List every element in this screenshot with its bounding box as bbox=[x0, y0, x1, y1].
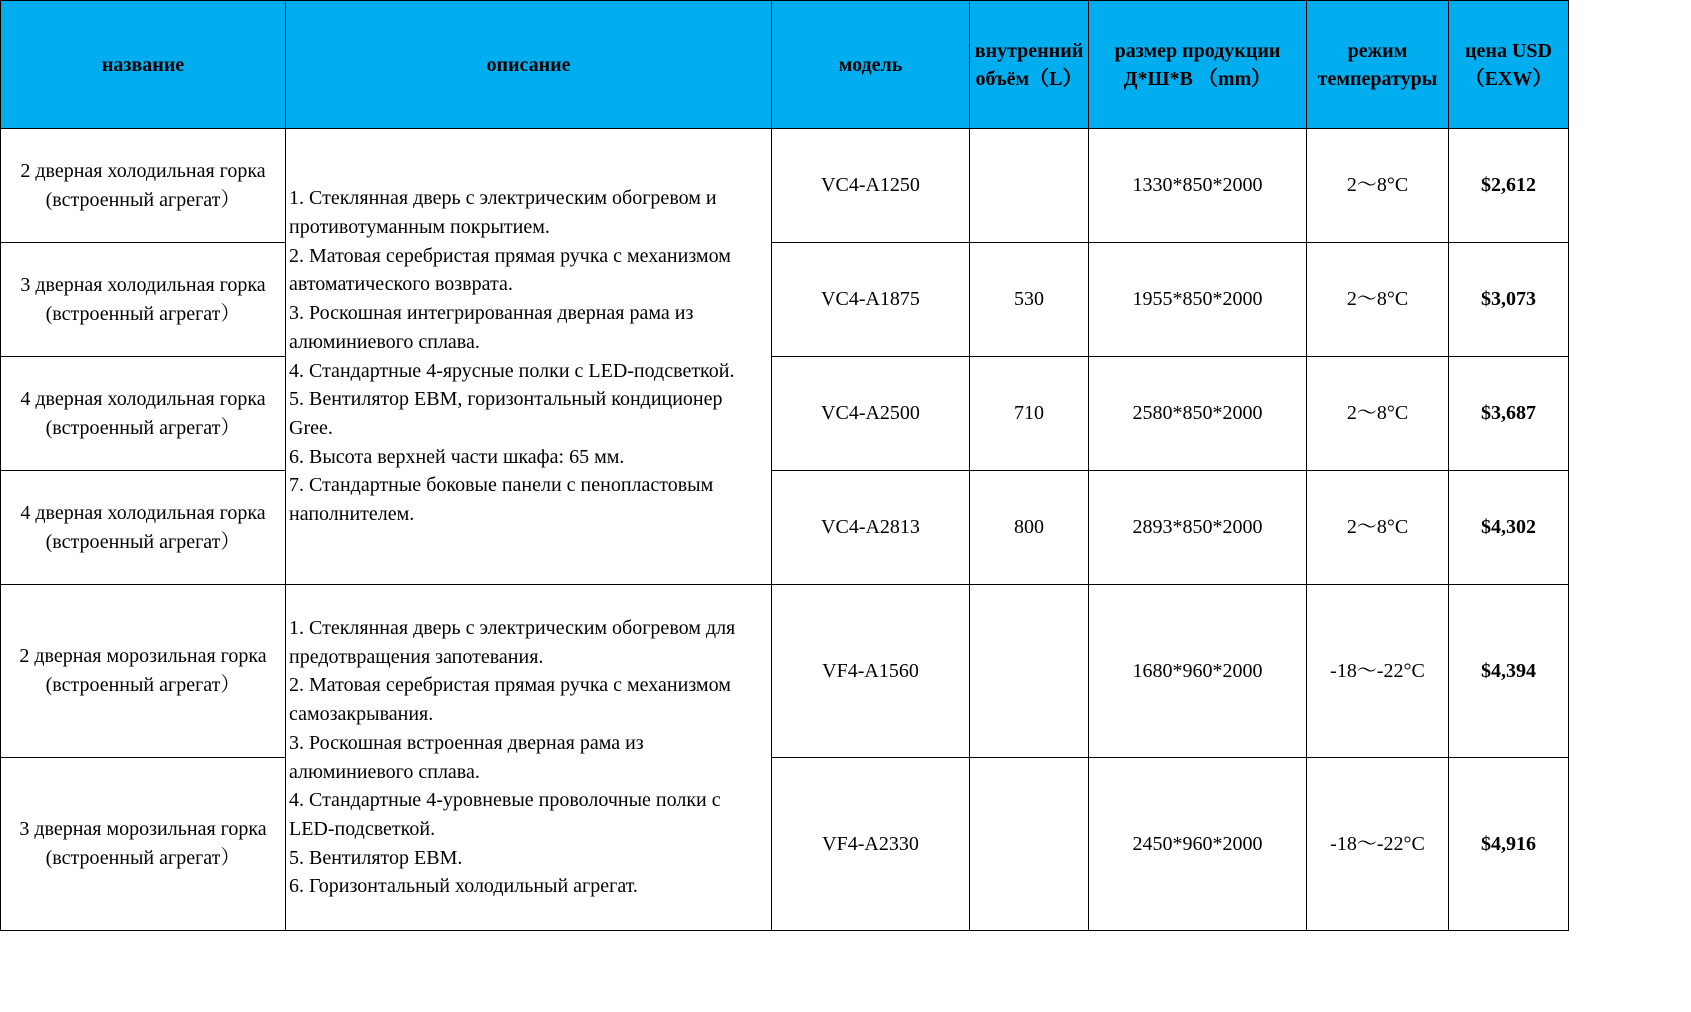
model-cell: VC4-A2500 bbox=[772, 357, 970, 471]
dimensions-cell: 1330*850*2000 bbox=[1089, 129, 1307, 243]
temperature-cell: 2～8°C bbox=[1307, 471, 1449, 585]
product-unit-note: (встроенный агрегат） bbox=[45, 302, 241, 325]
product-name: 4 дверная холодильная горка bbox=[20, 387, 266, 410]
temperature-cell: 2～8°C bbox=[1307, 243, 1449, 357]
model-cell: VC4-A1250 bbox=[772, 129, 970, 243]
description-line: 4. Стандартные 4-ярусные полки с LED-подсветкой. bbox=[289, 359, 735, 382]
header-price: цена USD（EXW） bbox=[1449, 1, 1569, 129]
description-line: 2. Матовая серебристая прямая ручка с механизмом автоматического возврата. bbox=[289, 244, 731, 296]
description-line: 1. Стеклянная дверь с электрическим обогревом и противотуманным покрытием. bbox=[289, 187, 717, 238]
description-line: 6. Высота верхней части шкафа: 65 мм. bbox=[289, 445, 625, 468]
temperature-cell: -18～-22°C bbox=[1307, 758, 1449, 931]
product-name: 2 дверная холодильная горка bbox=[20, 159, 266, 182]
description-line: 3. Роскошная встроенная дверная рама из алюминиевого сплава. bbox=[289, 731, 644, 783]
product-unit-note: (встроенный агрегат） bbox=[45, 674, 241, 696]
dimensions-cell: 1680*960*2000 bbox=[1089, 585, 1307, 758]
price-cell: $3,687 bbox=[1449, 357, 1569, 471]
header-name: название bbox=[1, 1, 286, 129]
description-line: 5. Вентилятор EBM. bbox=[289, 846, 463, 869]
header-model: модель bbox=[772, 1, 970, 129]
table-row bbox=[1, 129, 1569, 243]
product-name: 2 дверная морозильная горка bbox=[19, 645, 267, 668]
model-cell: VF4-A1560 bbox=[772, 585, 970, 758]
refrigerator-description bbox=[286, 129, 772, 585]
price-cell: $2,612 bbox=[1449, 129, 1569, 243]
dimensions-cell: 2893*850*2000 bbox=[1089, 471, 1307, 585]
product-name-cell bbox=[1, 585, 286, 758]
product-unit-note: (встроенный агрегат） bbox=[45, 530, 241, 553]
price-cell: $3,073 bbox=[1449, 243, 1569, 357]
volume-cell bbox=[970, 129, 1089, 243]
price-cell: $4,394 bbox=[1449, 585, 1569, 758]
product-name: 4 дверная холодильная горка bbox=[20, 501, 266, 524]
freezer-description bbox=[286, 585, 772, 931]
volume-cell: 800 bbox=[970, 471, 1089, 585]
header-row bbox=[1, 1, 1569, 129]
product-unit-note: (встроенный агрегат） bbox=[45, 416, 241, 439]
model-cell: VC4-A1875 bbox=[772, 243, 970, 357]
price-cell: $4,916 bbox=[1449, 758, 1569, 931]
table-row bbox=[1, 357, 1569, 471]
volume-cell: 530 bbox=[970, 243, 1089, 357]
volume-cell: 710 bbox=[970, 357, 1089, 471]
product-name-cell bbox=[1, 758, 286, 931]
header-temperature: режим температуры bbox=[1307, 1, 1449, 129]
temperature-cell: -18～-22°C bbox=[1307, 585, 1449, 758]
dimensions-cell: 2580*850*2000 bbox=[1089, 357, 1307, 471]
model-cell: VC4-A2813 bbox=[772, 471, 970, 585]
product-name: 3 дверная морозильная горка bbox=[19, 818, 267, 841]
product-name: 3 дверная холодильная горка bbox=[20, 273, 266, 296]
table-row bbox=[1, 585, 1569, 758]
model-cell: VF4-A2330 bbox=[772, 758, 970, 931]
product-name-cell bbox=[1, 471, 286, 585]
description-line: 7. Стандартные боковые панели с пенопластовым наполнителем. bbox=[289, 474, 714, 526]
table-row bbox=[1, 243, 1569, 357]
dimensions-cell: 2450*960*2000 bbox=[1089, 758, 1307, 931]
temperature-cell: 2～8°C bbox=[1307, 357, 1449, 471]
volume-cell bbox=[970, 758, 1089, 931]
volume-cell bbox=[970, 585, 1089, 758]
product-name-cell bbox=[1, 129, 286, 243]
product-name-cell bbox=[1, 243, 286, 357]
header-dimensions: размер продукции Д*Ш*В （mm） bbox=[1089, 1, 1307, 129]
description-line: 1. Стеклянная дверь с электрическим обогревом для предотвращения запотевания. bbox=[289, 616, 736, 668]
table-row bbox=[1, 471, 1569, 585]
description-line: 6. Горизонтальный холодильный агрегат. bbox=[289, 875, 638, 898]
product-unit-note: (встроенный агрегат） bbox=[45, 188, 241, 211]
description-line: 2. Матовая серебристая прямая ручка с механизмом самозакрывания. bbox=[289, 674, 731, 726]
description-line: 3. Роскошная интегрированная дверная рама из алюминиевого сплава. bbox=[289, 302, 694, 353]
product-unit-note: (встроенный агрегат） bbox=[45, 847, 241, 869]
description-line: 5. Вентилятор EBM, горизонтальный кондиционер Gree. bbox=[289, 388, 723, 439]
table-row bbox=[1, 758, 1569, 931]
header-description: описание bbox=[286, 1, 772, 129]
temperature-cell: 2～8°C bbox=[1307, 129, 1449, 243]
description-line: 4. Стандартные 4-уровневые проволочные полки с LED-подсветкой. bbox=[289, 789, 721, 840]
product-name-cell bbox=[1, 357, 286, 471]
price-cell: $4,302 bbox=[1449, 471, 1569, 585]
header-volume: внутренний объём（L） bbox=[970, 1, 1089, 129]
dimensions-cell: 1955*850*2000 bbox=[1089, 243, 1307, 357]
